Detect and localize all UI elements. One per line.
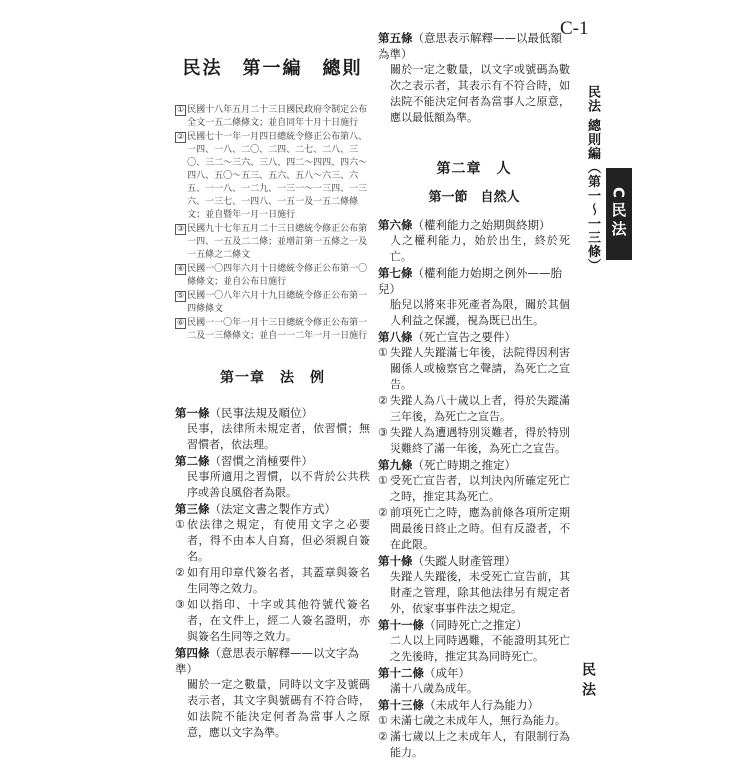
article-heading bbox=[378, 665, 570, 681]
article bbox=[378, 217, 570, 265]
article-number: 第二條 bbox=[175, 454, 210, 468]
history-text: 民國一一〇年一月十三日總統令修正公布第一二及一三條條文；並自一一二年一月一日施行 bbox=[187, 318, 368, 341]
article-heading bbox=[175, 501, 370, 517]
clause-text: 受死亡宣告者，以判決內所確定死亡之時，推定其為死亡。 bbox=[390, 474, 570, 503]
legislative-history bbox=[175, 104, 370, 343]
article-heading bbox=[175, 645, 370, 677]
article-body: 人之權利能力，始於出生，終於死亡。 bbox=[390, 234, 570, 263]
clause-text: 前項死亡之時，應為前條各項所定期間最後日終止之時。但有反證者，不在此限。 bbox=[390, 506, 570, 551]
article-clause bbox=[378, 425, 570, 457]
article-body: 滿十八歲為成年。 bbox=[390, 682, 478, 695]
clause-number: ① bbox=[378, 346, 388, 359]
article-clause bbox=[175, 597, 370, 645]
article-heading bbox=[378, 265, 570, 297]
article-heading bbox=[378, 217, 570, 233]
clause-text: 未滿七歲之未成年人，無行為能力。 bbox=[390, 714, 566, 727]
article-number: 第三條 bbox=[175, 502, 210, 516]
article-clause bbox=[175, 517, 370, 565]
history-item bbox=[175, 131, 370, 222]
side-label: 民法 總則編（第一～一三條） bbox=[585, 85, 600, 273]
article-clause bbox=[378, 729, 570, 761]
article-number: 第七條 bbox=[378, 266, 413, 280]
history-item bbox=[175, 223, 370, 262]
article-list-right-top bbox=[378, 30, 570, 126]
article-title: （死亡宣告之要件） bbox=[412, 330, 516, 344]
article bbox=[175, 501, 370, 645]
article-heading bbox=[175, 453, 370, 469]
history-item bbox=[175, 104, 370, 130]
article bbox=[175, 405, 370, 453]
clause-number: ① bbox=[175, 518, 185, 531]
history-mark: ④ bbox=[177, 264, 185, 273]
article-number: 第四條 bbox=[175, 646, 210, 660]
article bbox=[378, 30, 570, 126]
clause-number: ② bbox=[378, 394, 388, 407]
clause-number: ② bbox=[175, 566, 185, 579]
article bbox=[175, 645, 370, 741]
article bbox=[378, 665, 570, 697]
article bbox=[378, 265, 570, 329]
article-body: 二人以上同時遇難，不能證明其死亡之先後時，推定其為同時死亡。 bbox=[390, 634, 570, 663]
article-title: （未成年人行為能力） bbox=[424, 698, 539, 712]
right-column bbox=[378, 30, 570, 761]
history-mark: ⑤ bbox=[177, 291, 185, 300]
page-number: C-1 bbox=[560, 18, 589, 39]
clause-number: ② bbox=[378, 506, 388, 519]
article-clause bbox=[378, 393, 570, 425]
history-text: 民國一〇四年六月十日總統令修正公布第一〇條條文；並自公布日施行 bbox=[187, 264, 368, 287]
clause-text: 失蹤人為遭遇特別災難者，得於特別災難終了滿一年後，為死亡之宣告。 bbox=[390, 426, 570, 455]
left-column bbox=[175, 30, 370, 741]
article-heading bbox=[378, 30, 570, 62]
clause-number: ③ bbox=[175, 598, 185, 611]
article-number: 第一條 bbox=[175, 406, 210, 420]
article-heading bbox=[378, 553, 570, 569]
article-body: 胎兒以將來非死產者為限，關於其個人利益之保護，視為既已出生。 bbox=[390, 298, 570, 327]
article-heading bbox=[378, 617, 570, 633]
clause-number: ① bbox=[378, 474, 388, 487]
thumb-index-label: C民法 bbox=[609, 187, 628, 241]
article-title: （民事法規及順位） bbox=[209, 406, 313, 420]
article-body: 關於一定之數量，同時以文字及號碼表示者，其文字與號碼有不符合時，如法院不能決定何者為當事人之原意，應以文字為準。 bbox=[187, 678, 370, 739]
article-heading bbox=[378, 697, 570, 713]
clause-number: ② bbox=[378, 730, 388, 743]
history-item bbox=[175, 290, 370, 316]
article-list-right bbox=[378, 217, 570, 761]
clause-text: 如以指印、十字或其他符號代簽名者，在文件上，經二人簽名證明，亦與簽名生同等之效力。 bbox=[187, 598, 370, 643]
article-body: 關於一定之數量，以文字或號碼為數次之表示者，其表示有不符合時，如法院不能決定何者為當事人之原意，應以最低額為準。 bbox=[390, 63, 570, 124]
article-clause bbox=[378, 505, 570, 553]
clause-number: ③ bbox=[378, 426, 388, 439]
history-item bbox=[175, 263, 370, 289]
clause-text: 滿七歲以上之未成年人，有限制行為能力。 bbox=[390, 730, 570, 759]
article-heading bbox=[378, 329, 570, 345]
article-title: （法定文書之製作方式） bbox=[209, 502, 336, 516]
clause-number: ① bbox=[378, 714, 388, 727]
history-mark: ② bbox=[177, 132, 185, 141]
history-text: 民國十八年五月二十三日國民政府令制定公布全文一五二條條文；並自同年十月十日施行 bbox=[187, 105, 368, 128]
section-heading: 第一節 自然人 bbox=[428, 190, 520, 205]
article-number: 第十三條 bbox=[378, 698, 424, 712]
clause-text: 失蹤人失蹤滿七年後，法院得因利害關係人或檢察官之聲請，為死亡之宣告。 bbox=[390, 346, 570, 391]
history-mark: ① bbox=[177, 105, 185, 114]
article-title: （習慣之消極要件） bbox=[209, 454, 313, 468]
article-title: （意思表示解釋——以文字為準） bbox=[175, 646, 359, 676]
history-mark: ③ bbox=[177, 224, 185, 233]
article-title: （同時死亡之推定） bbox=[424, 618, 528, 632]
article-title: （失蹤人財產管理） bbox=[412, 554, 516, 568]
article-number: 第八條 bbox=[378, 330, 413, 344]
clause-text: 失蹤人為八十歲以上者，得於失蹤滿三年後，為死亡之宣告。 bbox=[390, 394, 570, 423]
article-number: 第十一條 bbox=[378, 618, 424, 632]
article-body: 民事所適用之習慣，以不背於公共秩序或善良風俗者為限。 bbox=[187, 470, 370, 499]
chapter-heading-2: 第二章 人 bbox=[436, 161, 512, 177]
article-heading bbox=[378, 457, 570, 473]
footer-label: 民法 bbox=[580, 662, 596, 702]
article bbox=[175, 453, 370, 501]
history-item bbox=[175, 317, 370, 343]
article-title: （權利能力之始期與終期） bbox=[412, 218, 551, 232]
article bbox=[378, 329, 570, 457]
article-title: （成年） bbox=[424, 666, 470, 680]
article-number: 第十條 bbox=[378, 554, 413, 568]
article-number: 第六條 bbox=[378, 218, 413, 232]
article-number: 第五條 bbox=[378, 31, 413, 45]
article bbox=[378, 697, 570, 761]
article-number: 第九條 bbox=[378, 458, 413, 472]
article-title: （死亡時期之推定） bbox=[412, 458, 516, 472]
article-clause bbox=[378, 713, 570, 729]
article-number: 第十二條 bbox=[378, 666, 424, 680]
article-list-left bbox=[175, 405, 370, 741]
article-title: （意思表示解釋——以最低額為準） bbox=[378, 31, 562, 61]
clause-text: 如有用印章代簽名者，其蓋章與簽名生同等之效力。 bbox=[187, 566, 370, 595]
article bbox=[378, 457, 570, 553]
history-text: 民國一〇八年六月十九日總統令修正公布第一四條條文 bbox=[187, 291, 368, 314]
law-title: 民法 第一編 總則 bbox=[182, 58, 363, 79]
history-text: 民國七十一年一月四日總統令修正公布第八、一四、一八、二〇、二四、二七、二八、三〇、三二～三六、三八、四二～四四、四六～四八、五〇～五三、五六、五八～六三、六五、一一八、一二九、一三一～一三四、一三六、一三七、一四八、一五一及一五二條條文；並自暨年一月一日施行 bbox=[187, 132, 368, 220]
article bbox=[378, 553, 570, 617]
article-heading bbox=[175, 405, 370, 421]
article-clause bbox=[175, 565, 370, 597]
history-text: 民國九十七年五月二十三日總統令修正公布第一四、一五及二二條；並增訂第一五條之一及一五條之二條文 bbox=[187, 224, 368, 260]
clause-text: 依法律之規定，有使用文字之必要者，得不由本人自寫，但必須親自簽名。 bbox=[187, 518, 370, 563]
history-mark: ⑥ bbox=[177, 318, 185, 327]
article-clause bbox=[378, 473, 570, 505]
chapter-heading-1: 第一章 法 例 bbox=[220, 370, 325, 386]
article-clause bbox=[378, 345, 570, 393]
article-title: （權利能力始期之例外——胎兒） bbox=[378, 266, 562, 296]
article bbox=[378, 617, 570, 665]
thumb-index-tab bbox=[606, 168, 632, 260]
article-body: 失蹤人失蹤後，未受死亡宣告前，其財產之管理，除其他法律另有規定者外，依家事事件法之規定。 bbox=[390, 570, 570, 615]
article-body: 民事，法律所未規定者，依習慣；無習慣者，依法理。 bbox=[187, 422, 370, 451]
